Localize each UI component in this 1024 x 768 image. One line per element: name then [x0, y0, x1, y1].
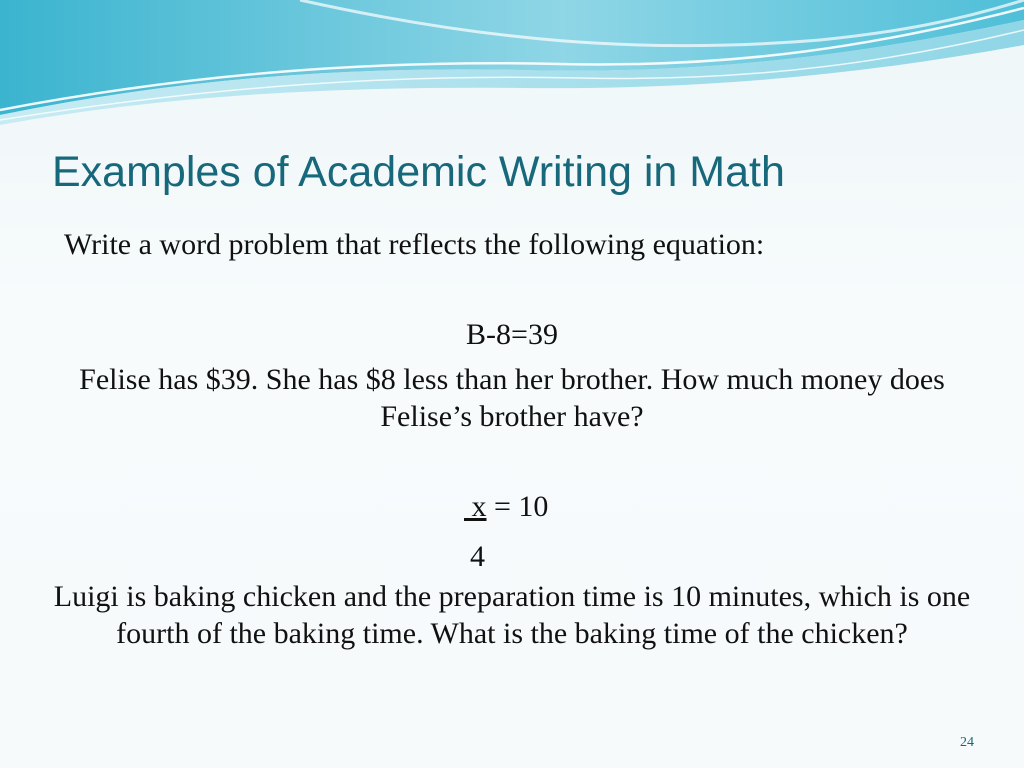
page-number: 24 — [960, 735, 974, 750]
equation-2-numerator: x — [471, 490, 487, 523]
equation-2-numerator-row — [464, 488, 548, 525]
equation-1: B-8=39 — [466, 318, 558, 351]
word-problem-1: Felise has $39. She has $8 less than her brother. How much money does Felise’s brother have? — [79, 363, 945, 433]
prompt-text: Write a word problem that reflects the following equation: — [64, 228, 765, 261]
equation-2-result: = 10 — [494, 490, 549, 523]
decorative-wave-header — [0, 0, 1024, 130]
equation-2-denominator: 4 — [470, 540, 485, 573]
slide-title: Examples of Academic Writing in Math — [52, 148, 785, 196]
word-problem-2: Luigi is baking chicken and the preparation time is 10 minutes, which is one fourth of the baking time. What is the baking time of the chicken? — [53, 580, 971, 650]
